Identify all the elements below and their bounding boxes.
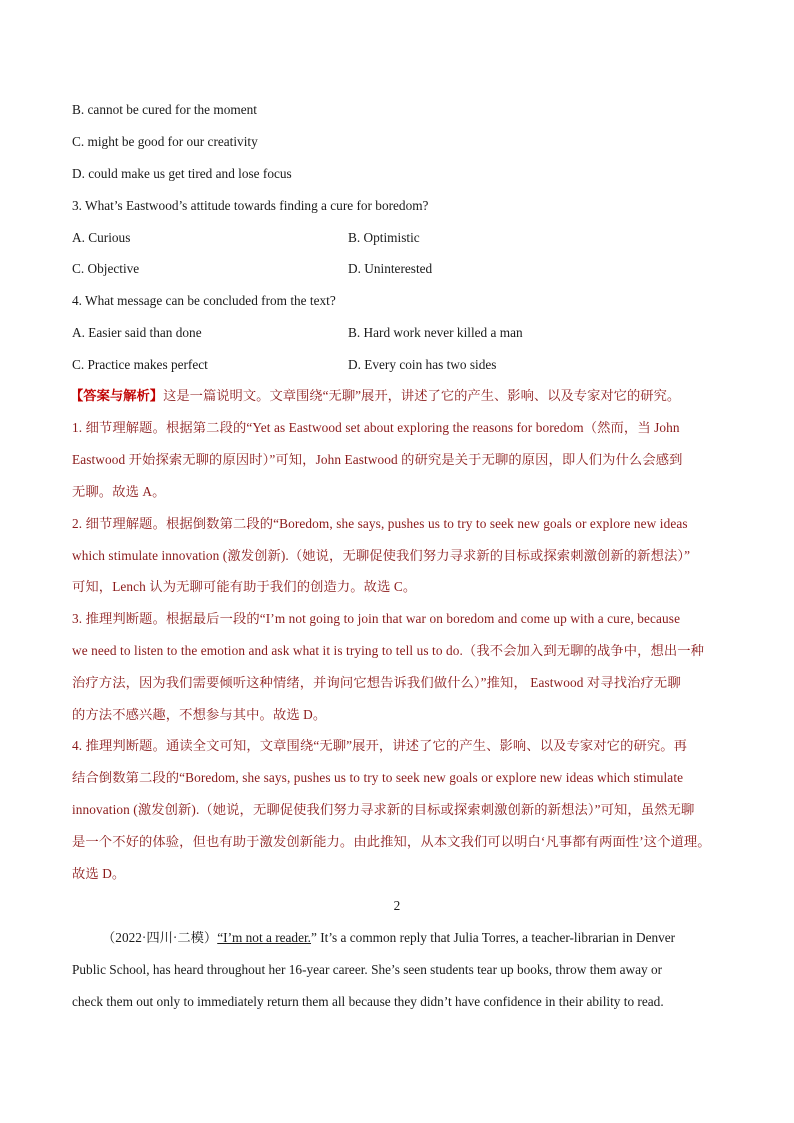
passage-quote: “I’m not a reader. xyxy=(217,930,312,945)
q3-option-b: B. Optimistic xyxy=(348,230,420,245)
passage-line-1-rest: ” It’s a common reply that Julia Torres, a teacher-librarian in Denver xyxy=(311,930,676,945)
q3-option-d: D. Uninterested xyxy=(348,261,433,276)
q2-option-b: B. cannot be cured for the moment xyxy=(72,102,257,117)
answer-line-8: we need to listen to the emotion and ask what it is trying to tell us to do.（我不会加入到无聊的战争中，想出一种 xyxy=(72,643,705,658)
q4-option-a: A. Easier said than done xyxy=(72,325,202,340)
answer-line-1: 1. 细节理解题。根据第二段的“Yet as Eastwood set about exploring the reasons for boredom（然而，当 John xyxy=(72,420,680,435)
answer-line-2: Eastwood 开始探索无聊的原因时）”可知，John Eastwood 的研究是关于无聊的原因，即人们为什么会感到 xyxy=(72,452,683,467)
q3-option-a: A. Curious xyxy=(72,230,131,245)
answer-intro-line xyxy=(70,387,680,405)
answer-heading: 【答案与解析】 xyxy=(70,388,164,403)
answer-line-4: 2. 细节理解题。根据倒数第二段的“Boredom, she says, pushes us to try to seek new goals or explore new ideas xyxy=(72,516,688,531)
answer-line-6: 可知，Lench 认为无聊可能有助于我们的创造力。故选 C。 xyxy=(72,579,417,594)
answer-line-13: innovation (激发创新).（她说，无聊促使我们努力寻求新的目标或探索刺激创新的新想法）”可知，虽然无聊 xyxy=(72,802,695,817)
q2-option-c: C. might be good for our creativity xyxy=(72,134,258,149)
answer-line-12: 结合倒数第二段的“Boredom, she says, pushes us to try to seek new goals or explore new ideas which stimulate xyxy=(72,770,684,785)
q4-stem: 4. What message can be concluded from the text? xyxy=(72,293,336,308)
answer-line-5: which stimulate innovation (激发创新).（她说，无聊促使我们努力寻求新的目标或探索刺激创新的新想法）” xyxy=(72,548,691,563)
answer-line-9: 治疗方法，因为我们需要倾听这种情绪，并询问它想告诉我们做什么）”推知， Eastwood 对寻找治疗无聊 xyxy=(72,675,681,690)
answer-line-11: 4. 推理判断题。通读全文可知，文章围绕“无聊”展开，讲述了它的产生、影响、以及专家对它的研究。再 xyxy=(72,738,688,753)
answer-line-7: 3. 推理判断题。根据最后一段的“I’m not going to join that war on boredom and come up with a cure, because xyxy=(72,611,681,626)
q4-option-d: D. Every coin has two sides xyxy=(348,357,497,372)
answer-line-3: 无聊。故选 A。 xyxy=(72,484,166,499)
answer-line-15: 故选 D。 xyxy=(72,866,126,881)
q3-stem: 3. What’s Eastwood’s attitude towards finding a cure for boredom? xyxy=(72,198,429,213)
passage-line-2: Public School, has heard throughout her 16-year career. She’s seen students tear up books, throw them away or xyxy=(72,962,663,977)
q4-option-c: C. Practice makes perfect xyxy=(72,357,208,372)
passage-line-3: check them out only to immediately return them all because they didn’t have confidence in their ability to read. xyxy=(72,994,664,1009)
q2-option-d: D. could make us get tired and lose focus xyxy=(72,166,292,181)
passage-line-1 xyxy=(102,929,675,947)
answer-line-10: 的方法不感兴趣，不想参与其中。故选 D。 xyxy=(72,707,327,722)
answer-intro: 这是一篇说明文。文章围绕“无聊”展开，讲述了它的产生、影响、以及专家对它的研究。 xyxy=(163,388,681,403)
passage-source: （2022·四川·二模） xyxy=(102,930,218,945)
q3-option-c: C. Objective xyxy=(72,261,140,276)
section-number: 2 xyxy=(393,898,401,913)
q4-option-b: B. Hard work never killed a man xyxy=(348,325,523,340)
answer-line-14: 是一个不好的体验，但也有助于激发创新能力。由此推知，从本文我们可以明白‘凡事都有两面性’这个道理。 xyxy=(72,834,711,849)
